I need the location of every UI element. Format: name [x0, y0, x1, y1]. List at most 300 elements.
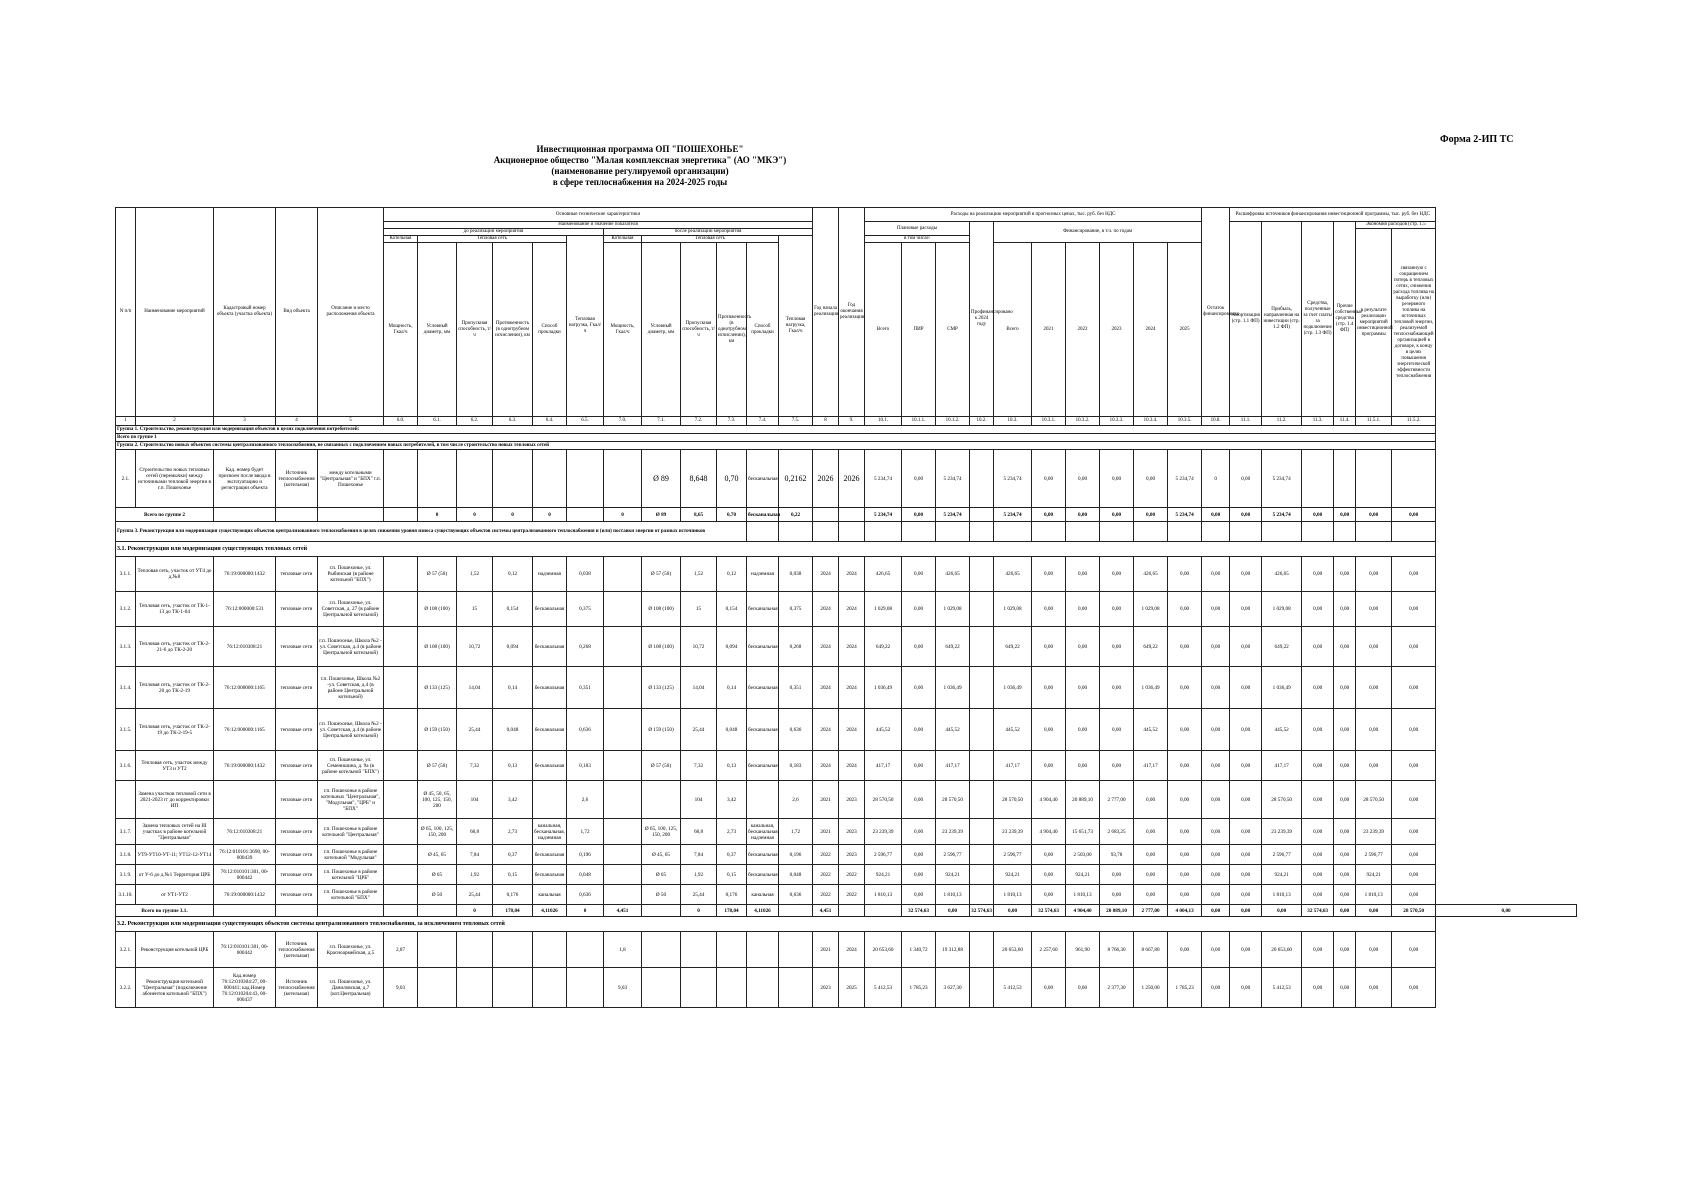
header-year-2024: 2024 [1134, 243, 1168, 417]
table-cell: 4 904,40 [1032, 819, 1066, 845]
section-label: Всего по группе 1 [116, 434, 1436, 442]
table-cell: 0,00 [1356, 667, 1392, 709]
table-cell [384, 627, 418, 667]
table-cell: бесканальная [747, 845, 779, 865]
table-cell: 3.1.9. [116, 865, 136, 885]
table-cell: 6.0. [384, 417, 418, 426]
table-cell: 0,094 [717, 627, 747, 667]
table-cell: 6.3. [493, 417, 533, 426]
table-cell: 28 570,50 [1356, 781, 1392, 819]
table-cell: от УТ1-УТ2 [136, 885, 214, 905]
table-cell: 76:19:000000:1432 [214, 751, 276, 781]
table-cell: 10.3.2. [1066, 417, 1100, 426]
table-cell: 7,84 [457, 845, 493, 865]
table-cell: 924,21 [865, 865, 902, 885]
table-cell: 3,42 [717, 781, 747, 819]
table-cell: 0,00 [1202, 781, 1230, 819]
table-cell [813, 508, 839, 522]
table-cell: 0,00 [1066, 709, 1100, 751]
header-incl: в том числе: [865, 236, 970, 243]
table-cell: 5 234,74 [1262, 450, 1302, 508]
table-cell: 2026 [813, 450, 839, 508]
table-cell [936, 522, 970, 542]
table-cell: бесканальная [533, 865, 567, 885]
table-row [116, 667, 1577, 709]
table-cell: бесканальная [533, 845, 567, 865]
table-cell: 0,00 [1302, 865, 1334, 885]
table-cell: 0,00 [1230, 865, 1262, 885]
table-cell: 0,00 [1066, 450, 1100, 508]
table-cell [642, 905, 681, 917]
table-cell: 2,6 [567, 781, 604, 819]
table-cell [384, 885, 418, 905]
table-cell: 3.2.2. [116, 968, 136, 1008]
table-cell: 1 250,00 [1134, 968, 1168, 1008]
header-financing: Финансирование, в т.ч. по годам [994, 222, 1202, 243]
table-cell: 23 239,39 [1356, 819, 1392, 845]
header-amort: Амортизация (стр. 1.1 ФП) [1230, 222, 1262, 417]
table-cell [384, 450, 418, 508]
table-cell [116, 781, 136, 819]
table-cell: 2021 [813, 819, 839, 845]
table-cell [779, 968, 813, 1008]
table-cell: 0,00 [1392, 709, 1436, 751]
table-cell: 76:19:000000:1432 [214, 557, 276, 592]
table-cell [318, 905, 384, 917]
table-cell: 0,00 [1302, 508, 1334, 522]
table-cell: 0,375 [567, 592, 604, 627]
table-cell: г.п. Пошехонье, ул. Красноармейская, д.5 [318, 932, 384, 968]
table-cell [970, 751, 994, 781]
table-cell: г.п. Пошехонье в районе котельной "ЦРБ" [318, 865, 384, 885]
table-cell: 8,648 [681, 450, 717, 508]
table-cell: 2 596,77 [865, 845, 902, 865]
table-cell [970, 522, 994, 542]
table-cell [970, 968, 994, 1008]
table-cell: 20 653,60 [994, 932, 1032, 968]
table-cell: 0,00 [1356, 932, 1392, 968]
total-label: Всего по группе 3.1. [116, 905, 214, 917]
table-row [116, 885, 1577, 905]
table-cell: 0 [681, 905, 717, 917]
table-cell: 924,21 [1262, 865, 1302, 885]
table-cell: 0,00 [1168, 557, 1202, 592]
table-cell: 0,00 [1302, 557, 1334, 592]
header-before: до реализации мероприятия [384, 229, 604, 236]
table-cell [384, 709, 418, 751]
group-1-row [116, 426, 1577, 434]
table-cell: 2024 [813, 709, 839, 751]
table-cell: 10.1.1. [902, 417, 936, 426]
table-cell [970, 592, 994, 627]
table-cell: 445,52 [994, 709, 1032, 751]
table-row [116, 819, 1577, 845]
table-cell: 0,00 [1230, 819, 1262, 845]
table-cell: 23 239,39 [1262, 819, 1302, 845]
table-cell: 76:12:010101:301, 00-000442 [214, 865, 276, 885]
table-cell: 0,00 [1334, 781, 1356, 819]
table-cell: 0,094 [493, 627, 533, 667]
table-cell: Тепловая сеть, участок от ТК-2-21-6 до ТК-2-20 [136, 627, 214, 667]
table-cell [604, 751, 642, 781]
table-cell: 1,92 [681, 865, 717, 885]
table-cell: 0,00 [1334, 508, 1356, 522]
table-cell: 0,00 [902, 508, 936, 522]
investment-program-table [115, 207, 1577, 1008]
table-cell: Ø 57 (50) [418, 751, 457, 781]
table-cell: 32 574,63 [970, 905, 994, 917]
table-cell: тепловые сети [276, 845, 318, 865]
header-power-after: Мощность, Гкал/ч [604, 243, 642, 417]
title-line-1: Инвестиционная программа ОП "ПОШЕХОНЬЕ" [536, 144, 744, 154]
table-cell [1100, 522, 1134, 542]
table-cell: 178,04 [717, 905, 747, 917]
table-cell: 0,00 [902, 819, 936, 845]
table-cell: 0,00 [1168, 592, 1202, 627]
table-cell: Тепловая сеть, участок от ТК-1-13 до ТК-1-04 [136, 592, 214, 627]
table-cell: 0,00 [1302, 751, 1334, 781]
table-cell: 0,00 [1356, 751, 1392, 781]
table-cell: 10.1. [865, 417, 902, 426]
table-cell: 28 570,50 [994, 781, 1032, 819]
table-row [116, 592, 1577, 627]
table-cell: 0,00 [1168, 751, 1202, 781]
table-cell [747, 968, 779, 1008]
header-planned: Плановые расходы [865, 222, 970, 236]
header-tech: Основные технические характеристики [384, 208, 813, 222]
table-cell: 0,00 [902, 450, 936, 508]
header-laying-after: Способ прокладки [747, 243, 779, 417]
table-cell: 0,00 [1032, 709, 1066, 751]
table-cell: 0 [1202, 450, 1230, 508]
table-cell [970, 450, 994, 508]
table-cell: 4 [276, 417, 318, 426]
header-length-before: Протяженность (в однотрубном исчислении), км [493, 243, 533, 417]
table-cell [384, 905, 418, 917]
table-cell: бесканальная [533, 751, 567, 781]
table-body [116, 417, 1577, 1008]
table-cell [1392, 522, 1436, 542]
table-cell: 0,00 [1202, 592, 1230, 627]
table-cell: 0,00 [1032, 865, 1066, 885]
header-tech-sub: Наименование и значение показателя [384, 222, 813, 229]
table-cell: 0,00 [1230, 781, 1262, 819]
table-row [116, 932, 1577, 968]
table-cell: 2024 [839, 557, 865, 592]
table-cell [457, 450, 493, 508]
table-cell: 0,00 [1230, 905, 1262, 917]
table-cell [1302, 450, 1334, 508]
table-cell: 3.1.1. [116, 557, 136, 592]
table-cell: 0,00 [1100, 667, 1134, 709]
table-cell [970, 508, 994, 522]
table-cell: г.п. Пошехонье, ул. Даниловская, д.7 (кот.Центральная) [318, 968, 384, 1008]
table-cell: 0,00 [1302, 627, 1334, 667]
table-cell: 76:19:000000:1432 [214, 885, 276, 905]
table-cell: 0,00 [994, 905, 1032, 917]
header-type: Вид объекта [276, 208, 318, 417]
table-cell: 0,00 [1356, 592, 1392, 627]
table-cell: 0,154 [717, 592, 747, 627]
table-cell [839, 905, 865, 917]
table-cell: 2021 [813, 781, 839, 819]
table-cell: 0,00 [1334, 865, 1356, 885]
table-cell: 9,03 [384, 968, 418, 1008]
table-cell: 0,00 [1392, 885, 1436, 905]
table-cell [604, 667, 642, 709]
table-cell: тепловые сети [276, 751, 318, 781]
table-cell: 7.2. [681, 417, 717, 426]
table-cell: от У-6 до д.№1 Территория ЦРБ [136, 865, 214, 885]
table-cell [418, 968, 457, 1008]
table-cell: 1 036,49 [994, 667, 1032, 709]
table-cell: бесканальная [747, 865, 779, 885]
header-savings-a: в результате реализации мероприятий инвестиционной программы [1356, 229, 1392, 417]
table-cell [214, 508, 276, 522]
table-cell: 28 570,50 [865, 781, 902, 819]
table-cell: 417,17 [1134, 751, 1168, 781]
header-boiler-before: Котельная [384, 236, 418, 243]
header-capacity-after: Пропускная способность, т/ч [681, 243, 717, 417]
table-cell: 0,00 [1302, 709, 1334, 751]
table-cell [779, 932, 813, 968]
table-cell: 649,22 [1134, 627, 1168, 667]
form-label: Форма 2-ИП ТС [1440, 134, 1514, 145]
table-cell: 0,2162 [779, 450, 813, 508]
table-cell: 0,00 [1334, 751, 1356, 781]
table-cell [1334, 522, 1356, 542]
table-cell: 0,00 [1334, 627, 1356, 667]
table-cell: 25,44 [681, 885, 717, 905]
table-cell: 0,00 [1032, 508, 1066, 522]
table-cell: 0,00 [1032, 885, 1066, 905]
table-cell: 14,04 [457, 667, 493, 709]
table-cell: 2026 [839, 450, 865, 508]
table-cell: 8 667,80 [1134, 932, 1168, 968]
table-cell: 0,13 [717, 751, 747, 781]
table-cell: 7,32 [457, 751, 493, 781]
table-cell: 1,72 [779, 819, 813, 845]
table-cell: 5 412,53 [865, 968, 902, 1008]
table-cell: 0,636 [779, 885, 813, 905]
table-cell: г.п. Пошехонье, Школа №2 -ул. Советская, д.4 (в районе Центральной котельной) [318, 667, 384, 709]
table-cell: 2022 [839, 865, 865, 885]
header-cadastral: Кадастровый номер объекта (участка объекта) [214, 208, 276, 417]
table-cell: 1 810,13 [1066, 885, 1100, 905]
table-cell: надземная [533, 557, 567, 592]
table-cell: Ø 89 [642, 450, 681, 508]
header-year-2023: 2023 [1100, 243, 1134, 417]
table-cell [970, 885, 994, 905]
header-name: Наименование мероприятий [136, 208, 214, 417]
table-cell: 0,00 [1066, 557, 1100, 592]
group-2-total-row [116, 508, 1577, 522]
table-cell: 0,00 [1230, 932, 1262, 968]
table-cell: 0,048 [717, 709, 747, 751]
table-row [116, 450, 1577, 508]
table-cell: 25,44 [681, 709, 717, 751]
table-cell [384, 845, 418, 865]
table-cell: 1,52 [457, 557, 493, 592]
table-cell: бесканальная [747, 667, 779, 709]
table-cell [567, 508, 604, 522]
table-cell: 1 810,13 [865, 885, 902, 905]
table-cell: 0,00 [1356, 709, 1392, 751]
table-cell: 32 574,63 [1032, 905, 1066, 917]
table-cell [533, 450, 567, 508]
table-cell: УТ9-УТ10-УТ-11; УТ12-12-УТ14 [136, 845, 214, 865]
table-cell: 6.1. [418, 417, 457, 426]
header-heat-load-after: Тепловая нагрузка, Гкал/ч [779, 236, 813, 417]
table-cell [1392, 450, 1436, 508]
table-cell: 2024 [813, 627, 839, 667]
header-year-2022: 2022 [1066, 243, 1100, 417]
table-cell: Ø 108 (100) [418, 592, 457, 627]
table-cell: 0,00 [1100, 865, 1134, 885]
document-title [440, 144, 840, 188]
table-cell: 0,00 [902, 627, 936, 667]
table-cell: 2024 [813, 751, 839, 781]
table-cell: 2,73 [717, 819, 747, 845]
table-cell: Строительство новых тепловых сетей (перемычки) между источниками тепловой энергии в г.п. Пошехонье [136, 450, 214, 508]
table-cell: 0,00 [1334, 819, 1356, 845]
table-cell [567, 932, 604, 968]
table-cell: 0,00 [1302, 819, 1334, 845]
table-cell [533, 932, 567, 968]
table-cell: 23 239,39 [994, 819, 1032, 845]
table-cell: 0,00 [1134, 885, 1168, 905]
table-cell: 0,268 [567, 627, 604, 667]
table-cell: 1 029,08 [936, 592, 970, 627]
table-cell [747, 522, 779, 542]
table-cell: 9,03 [604, 968, 642, 1008]
table-cell: 0,00 [1392, 627, 1436, 667]
table-cell [717, 932, 747, 968]
table-cell: Замена тепловых сетей на III участках в районе котельной "Центральная" [136, 819, 214, 845]
table-cell: 3,42 [493, 781, 533, 819]
table-cell: 2 596,77 [1262, 845, 1302, 865]
table-cell [779, 522, 813, 542]
table-cell: 104 [457, 781, 493, 819]
table-cell: 924,21 [1066, 865, 1100, 885]
table-cell [533, 968, 567, 1008]
table-cell: 0,00 [1032, 592, 1066, 627]
table-cell [384, 592, 418, 627]
table-cell: 649,22 [1262, 627, 1302, 667]
table-cell: 2022 [813, 885, 839, 905]
table-cell: 0,00 [1230, 627, 1262, 667]
table-cell [533, 781, 567, 819]
header-year-2021: 2021 [1032, 243, 1066, 417]
table-cell: 3 [214, 417, 276, 426]
table-cell: 0,00 [1134, 845, 1168, 865]
table-cell: 11.3. [1302, 417, 1334, 426]
table-cell: 23 239,39 [865, 819, 902, 845]
table-cell: 0,00 [1202, 819, 1230, 845]
table-cell: 0,00 [1334, 667, 1356, 709]
table-cell: 5 234,74 [865, 450, 902, 508]
table-cell: 0,00 [1356, 905, 1392, 917]
table-cell: 0,00 [1202, 508, 1230, 522]
table-cell: 15 [681, 592, 717, 627]
header-sources: Расшифровка источников финансирования инвестиционной программы, тыс. руб. без НДС [1230, 208, 1436, 222]
table-cell: тепловые сети [276, 557, 318, 592]
table-cell: 2 377,30 [1100, 968, 1134, 1008]
header-length-after: Протяженность (в однотрубном исчислении), км [717, 243, 747, 417]
header-deficit: Профинансировано к 2024 году [970, 222, 994, 417]
table-cell [681, 968, 717, 1008]
table-cell: 0,00 [1100, 592, 1134, 627]
table-cell: Ø 50 [418, 885, 457, 905]
table-cell: 0,00 [1392, 751, 1436, 781]
table-cell: 0,15 [493, 865, 533, 885]
table-cell: Ø 159 (150) [642, 709, 681, 751]
table-cell: 10.2. [970, 417, 994, 426]
table-cell: г.п. Пошехонье в районе котельной "Центральная" [318, 819, 384, 845]
table-cell: 20 889,10 [1066, 781, 1100, 819]
table-cell: 0,154 [493, 592, 533, 627]
header-smr: СМР [936, 243, 970, 417]
table-cell: 0,00 [1230, 845, 1262, 865]
table-cell: г.п. Пошехонье, ул. Советская, д. 27 (в районе Центральной котельной) [318, 592, 384, 627]
section-label: 3.1. Реконструкция или модернизация существующих тепловых сетей [116, 542, 1436, 557]
header-year-2025: 2025 [1168, 243, 1202, 417]
table-cell [214, 905, 276, 917]
table-cell: Ø 50 [642, 885, 681, 905]
table-cell [418, 450, 457, 508]
table-cell: Реконструкция котельной "Центральная" (подключение абонентов котельной "БПХ") [136, 968, 214, 1008]
header-num: N п/п [116, 208, 136, 417]
table-cell: 0,00 [1302, 968, 1334, 1008]
table-cell [418, 932, 457, 968]
table-cell: 0,00 [1100, 751, 1134, 781]
table-cell: 5 234,74 [994, 508, 1032, 522]
header-after: после реализации мероприятия [604, 229, 813, 236]
table-cell [214, 781, 276, 819]
table-cell: 0,00 [1202, 865, 1230, 885]
table-cell: 0,37 [717, 845, 747, 865]
table-cell: 2 257,60 [1032, 932, 1066, 968]
table-cell: 76:12:010101:3690, 00-000439 [214, 845, 276, 865]
table-cell: 0,268 [779, 627, 813, 667]
table-cell: 1,92 [457, 865, 493, 885]
table-cell [747, 932, 779, 968]
table-cell: 0,22 [779, 508, 813, 522]
table-cell: канальная [533, 885, 567, 905]
table-cell: 3.1.3. [116, 627, 136, 667]
table-cell: 2024 [839, 932, 865, 968]
table-cell: 0,00 [1032, 450, 1066, 508]
header-profit: Прибыль, направленная на инвестиции (стр. 1.2 ФП) [1262, 222, 1302, 417]
table-cell: 0,183 [779, 751, 813, 781]
table-cell: 0,351 [567, 667, 604, 709]
table-cell: Источник теплоснабжения (котельная) [276, 450, 318, 508]
table-cell: 0,196 [779, 845, 813, 865]
table-cell: 0,00 [1230, 667, 1262, 709]
table-cell [384, 781, 418, 819]
table-cell: Ø 45, 65 [418, 845, 457, 865]
table-cell [1302, 522, 1334, 542]
table-cell: 2 [136, 417, 214, 426]
table-cell: 0,048 [567, 865, 604, 885]
table-cell: 0,00 [1066, 592, 1100, 627]
header-heat-load-before: Тепловая нагрузка, Гкал/ч [567, 236, 604, 417]
table-cell: 0,00 [1168, 709, 1202, 751]
table-cell [1356, 522, 1392, 542]
group-3-row [116, 522, 1577, 542]
table-cell: 0,00 [1302, 667, 1334, 709]
table-cell [1202, 522, 1230, 542]
